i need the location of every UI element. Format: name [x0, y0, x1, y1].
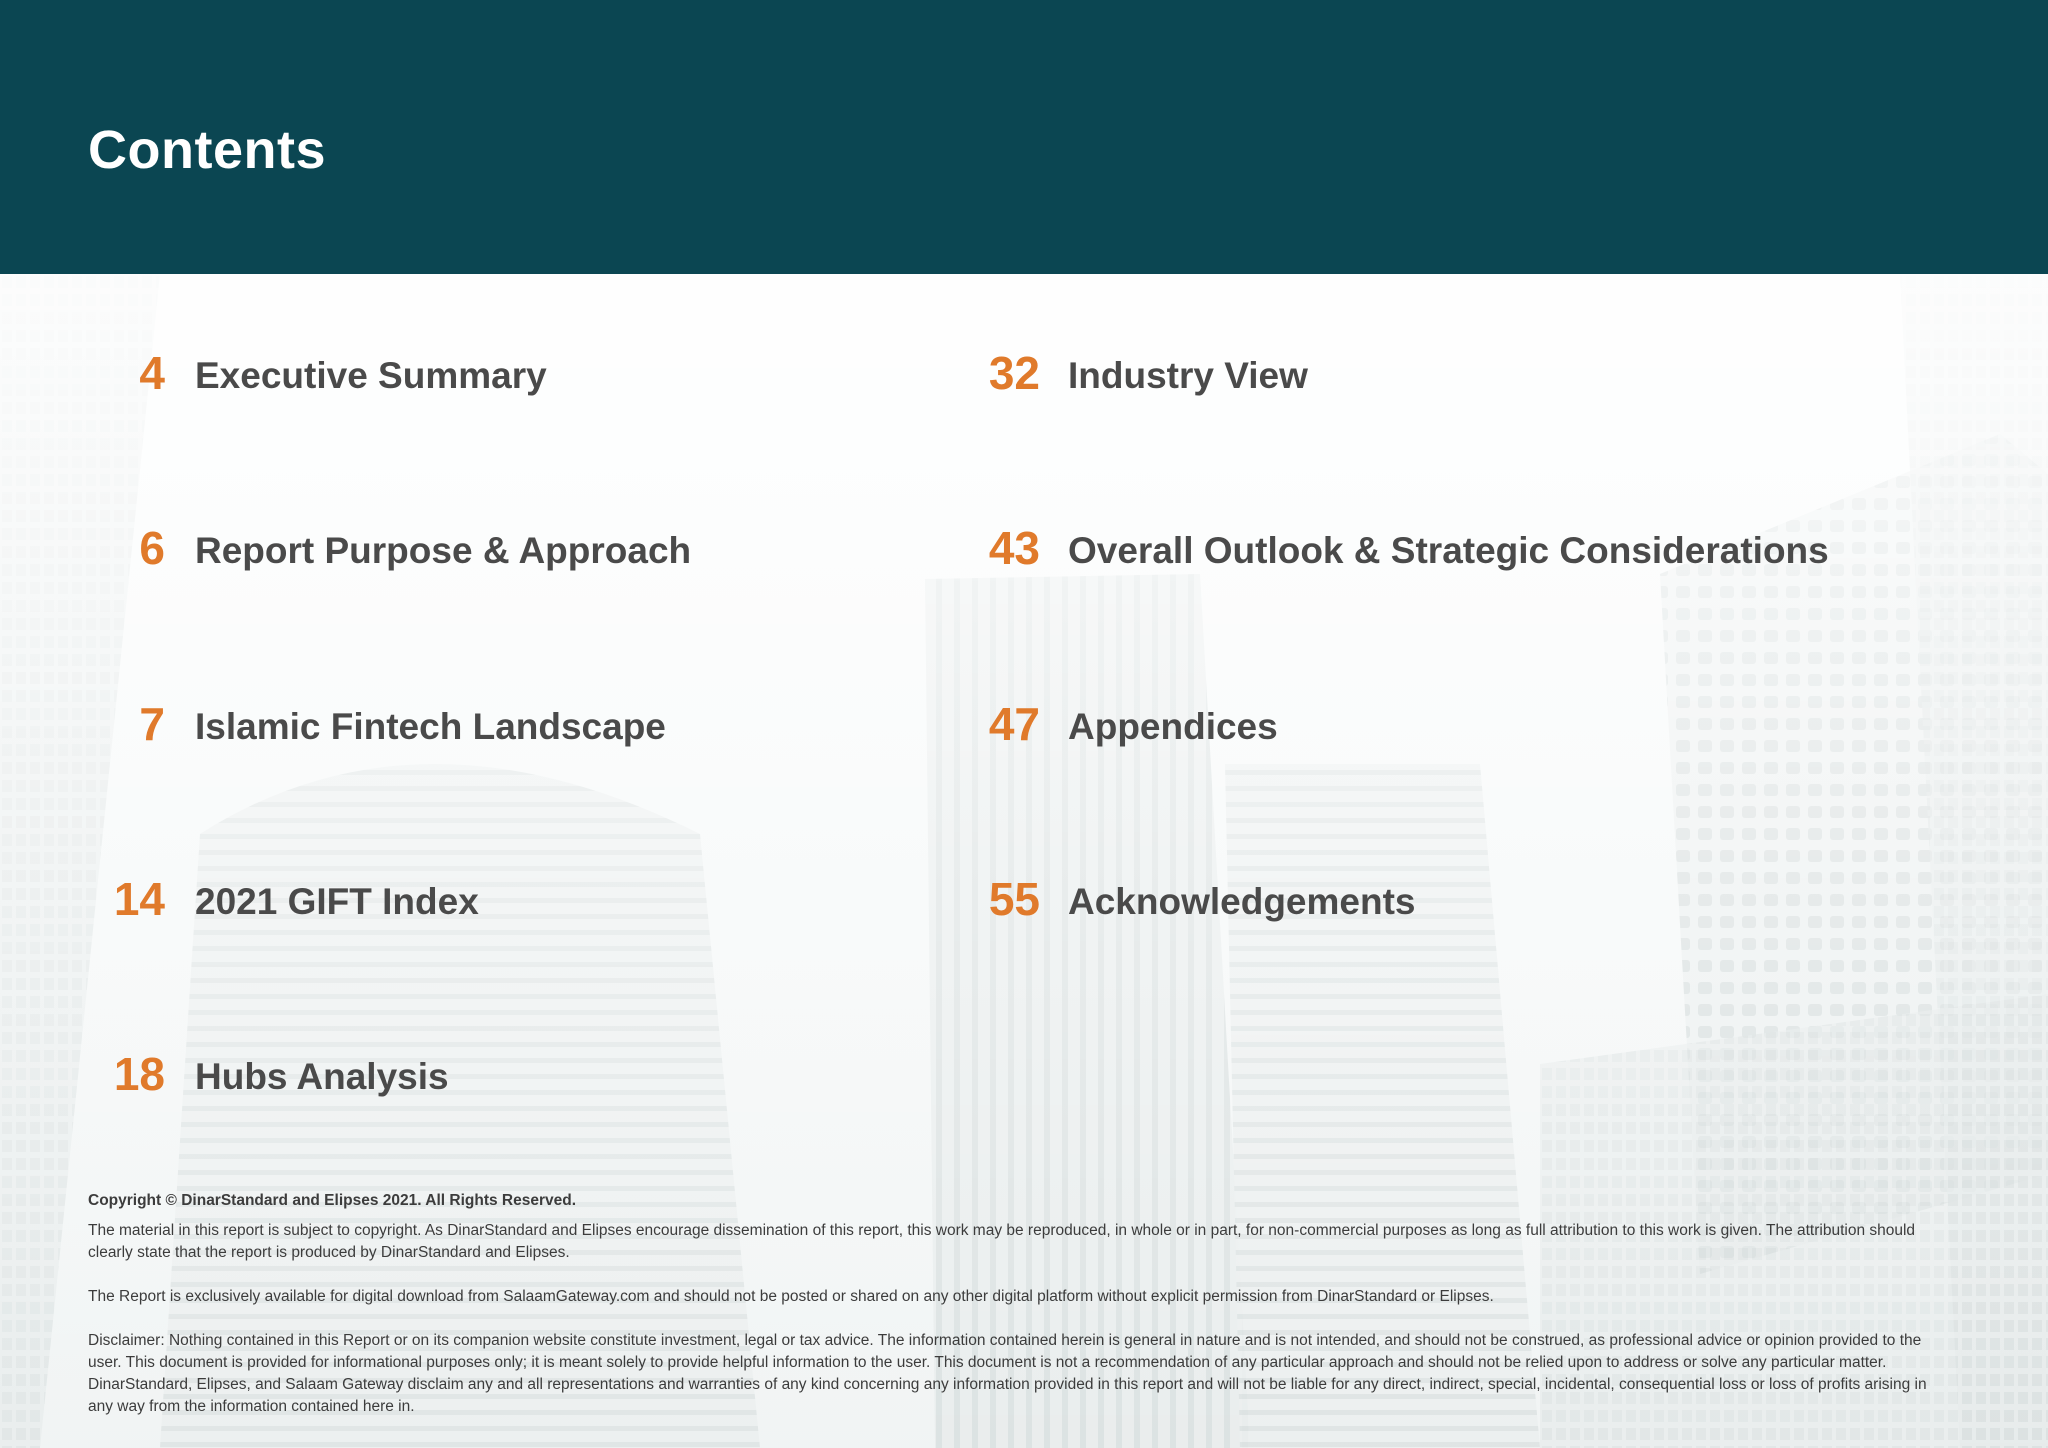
- toc-title: Executive Summary: [195, 355, 547, 396]
- toc-title: Islamic Fintech Landscape: [195, 706, 666, 747]
- toc-title: Industry View: [1068, 355, 1308, 396]
- copyright-paragraph: The material in this report is subject to copyright. As DinarStandard and Elipses encourage dissemination of this report, this work may be reproduced, in whole or in part, for non-commercial purposes as long as full attribution to this work is given. The attribution should clearly state that the report is produced by DinarStandard and Elipses.: [88, 1222, 1916, 1261]
- toc-page-number: 14: [113, 873, 165, 925]
- toc-page-number: 4: [139, 347, 165, 399]
- toc-page-number: 18: [113, 1048, 165, 1100]
- toc-title: Report Purpose & Approach: [195, 530, 692, 571]
- toc-page-number: 7: [139, 698, 165, 750]
- toc-page-number: 43: [988, 522, 1040, 574]
- toc-page-number: 55: [988, 873, 1040, 925]
- copyright-notice: Copyright © DinarStandard and Elipses 2021. All Rights Reserved.: [88, 1192, 577, 1209]
- toc-title: Hubs Analysis: [195, 1056, 449, 1097]
- toc-page-number: 47: [988, 698, 1040, 750]
- toc-title: 2021 GIFT Index: [195, 881, 479, 922]
- toc-title: Appendices: [1068, 706, 1278, 747]
- toc-page-number: 6: [139, 522, 165, 574]
- disclaimer-paragraph: Disclaimer: Nothing contained in this Report or on its companion website constitute investment, legal or tax advice. The information contained herein is general in nature and is not intended, and should not be construed, as professional advice or opinion provided to the user. This document is provided for informational purposes only; it is meant solely to provide helpful information to the user. This document is not a recommendation of any particular approach and should not be relied upon to address or solve any particular matter. DinarStandard, Elipses, and Salaam Gateway disclaim any and all representations and warranties of any kind concerning any information provided in this report and will not be liable for any direct, indirect, special, incidental, consequential loss or loss of profits arising in any way from the information contained here in.: [88, 1332, 1927, 1415]
- footer-legal: [88, 1190, 1948, 1440]
- page-header: [0, 0, 2048, 274]
- toc-title: Acknowledgements: [1068, 881, 1416, 922]
- toc-title: Overall Outlook & Strategic Considerations: [1068, 530, 1829, 571]
- page-title: Contents: [88, 120, 326, 180]
- toc-page-number: 32: [988, 347, 1040, 399]
- distribution-paragraph: The Report is exclusively available for digital download from SalaamGateway.com and should not be posted or shared on any other digital platform without explicit permission from DinarStandard or Elipses.: [88, 1288, 1494, 1305]
